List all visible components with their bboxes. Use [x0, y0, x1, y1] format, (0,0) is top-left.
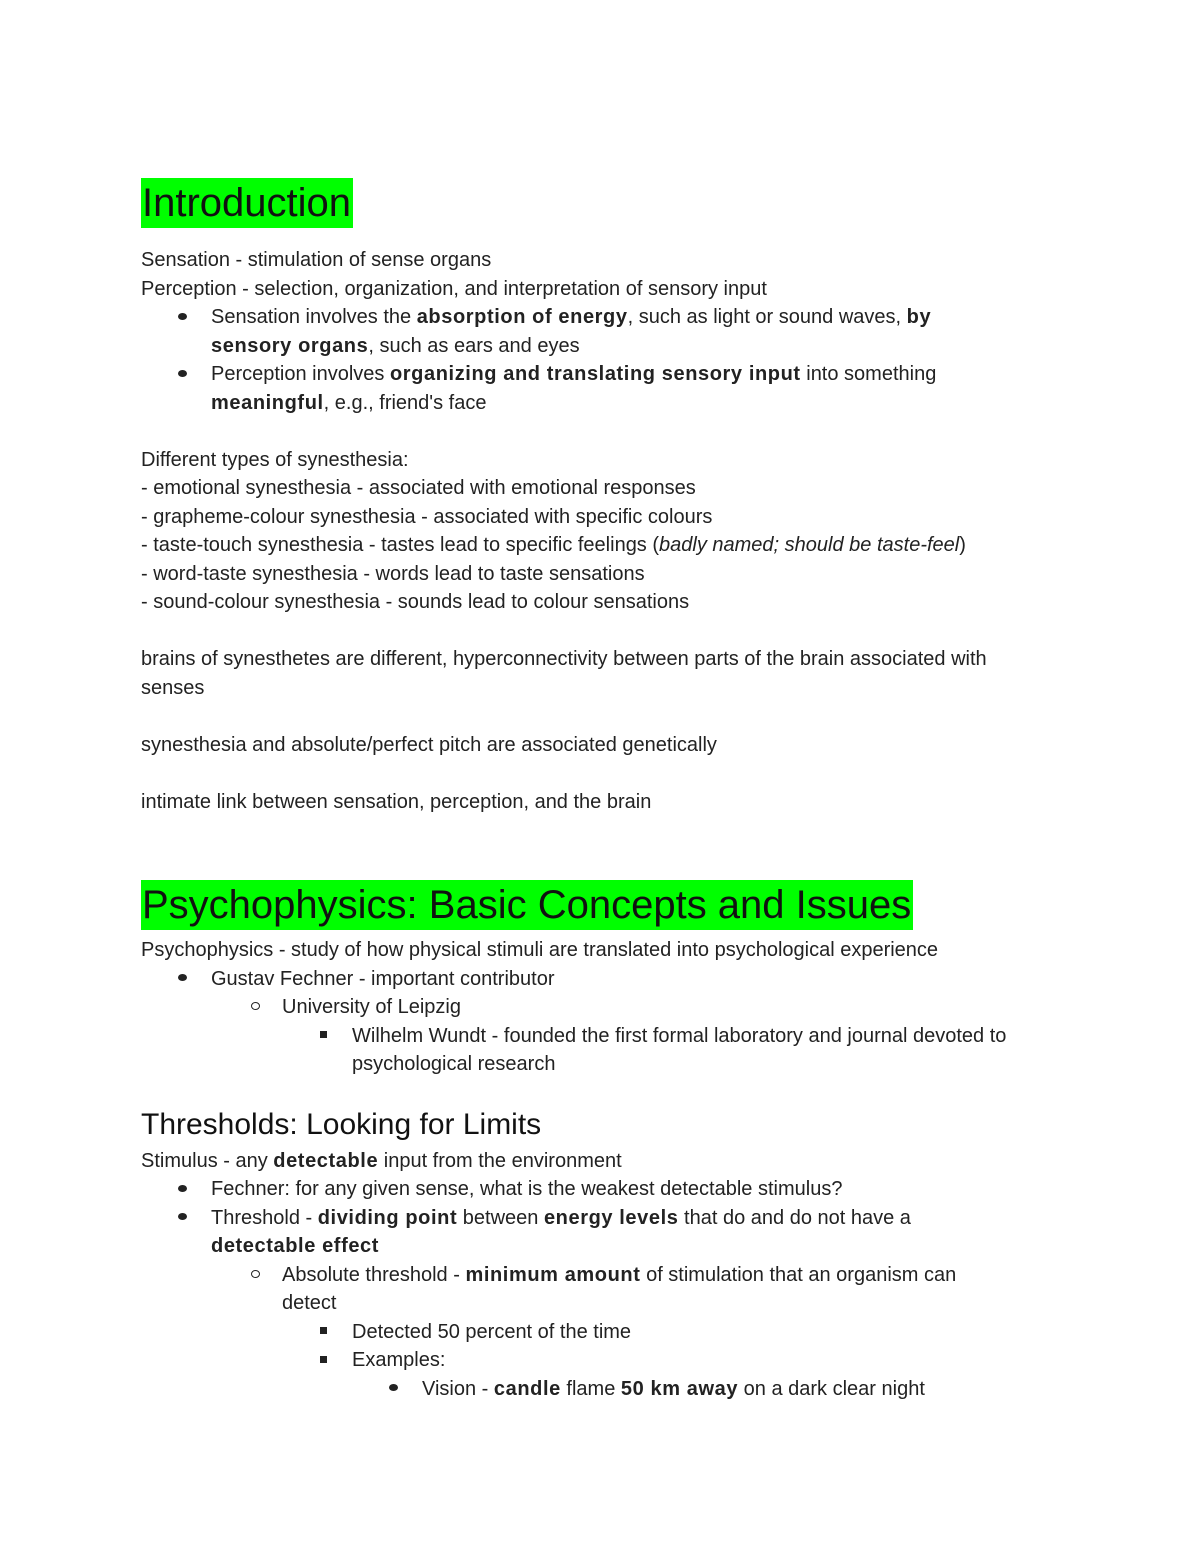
list-item: Threshold - dividing point between energy levels that do and do not have a detectable effect [141, 1204, 1071, 1261]
document-page [141, 178, 1071, 1403]
link-note: intimate link between sensation, perception, and the brain [141, 790, 652, 813]
list-item: Detected 50 percent of the time [141, 1318, 1071, 1347]
list-item: Gustav Fechner - important contributor [141, 965, 1071, 994]
bullet-dot-icon [172, 1175, 192, 1204]
list-item: Examples: [141, 1346, 1071, 1375]
list-item: Perception involves organizing and translating sensory input into something meaningful, e.g., friend's face [141, 360, 1071, 417]
bullet-dot-icon [172, 965, 192, 994]
bullet-dot-icon [172, 303, 192, 332]
stimulus-definition: Stimulus - any detectable input from the environment [141, 1149, 622, 1172]
psychophysics-definition: Psychophysics - study of how physical stimuli are translated into psychological experience [141, 939, 939, 961]
pitch-note: synesthesia and absolute/perfect pitch are associated genetically [141, 733, 717, 756]
psychophysics-heading: Psychophysics: Basic Concepts and Issues [141, 880, 913, 930]
list-item: Wilhelm Wundt - founded the first formal laboratory and journal devoted to psychological research [141, 1022, 1071, 1079]
thresholds-heading: Thresholds: Looking for Limits [141, 1107, 542, 1141]
synesthesia-types-heading: Different types of synesthesia: [141, 448, 409, 471]
bullet-square-icon [313, 1318, 333, 1347]
synesthesia-type: - taste-touch synesthesia - tastes lead to specific feelings (badly named; should be taste-feel) [141, 534, 966, 556]
bullet-square-icon [313, 1022, 333, 1051]
list-item: Sensation involves the absorption of energy, such as light or sound waves, by sensory organs, such as ears and eyes [141, 303, 1071, 360]
sensation-definition: Sensation - stimulation of sense organs [141, 249, 492, 271]
synesthesia-type: - grapheme-colour synesthesia - associated with specific colours [141, 505, 713, 528]
bullet-dot-icon [383, 1375, 403, 1404]
list-item: University of Leipzig [141, 993, 1071, 1022]
bullet-square-icon [313, 1346, 333, 1375]
bullet-circle-icon [245, 1261, 265, 1290]
brains-note: brains of synesthetes are different, hyperconnectivity between parts of the brain associated with senses [141, 648, 987, 699]
bullet-dot-icon [172, 360, 192, 389]
list-item: Absolute threshold - minimum amount of stimulation that an organism can detect [141, 1261, 1071, 1318]
bullet-circle-icon [245, 993, 265, 1022]
bullet-dot-icon [172, 1204, 192, 1233]
synesthesia-type: - word-taste synesthesia - words lead to taste sensations [141, 562, 645, 585]
synesthesia-type: - emotional synesthesia - associated with emotional responses [141, 477, 696, 499]
list-item: Fechner: for any given sense, what is the weakest detectable stimulus? [141, 1175, 1071, 1204]
list-item: Vision - candle flame 50 km away on a dark clear night [141, 1375, 1071, 1404]
synesthesia-type: - sound-colour synesthesia - sounds lead to colour sensations [141, 591, 690, 613]
perception-definition: Perception - selection, organization, and interpretation of sensory input [141, 277, 767, 300]
introduction-heading: Introduction [141, 178, 353, 228]
